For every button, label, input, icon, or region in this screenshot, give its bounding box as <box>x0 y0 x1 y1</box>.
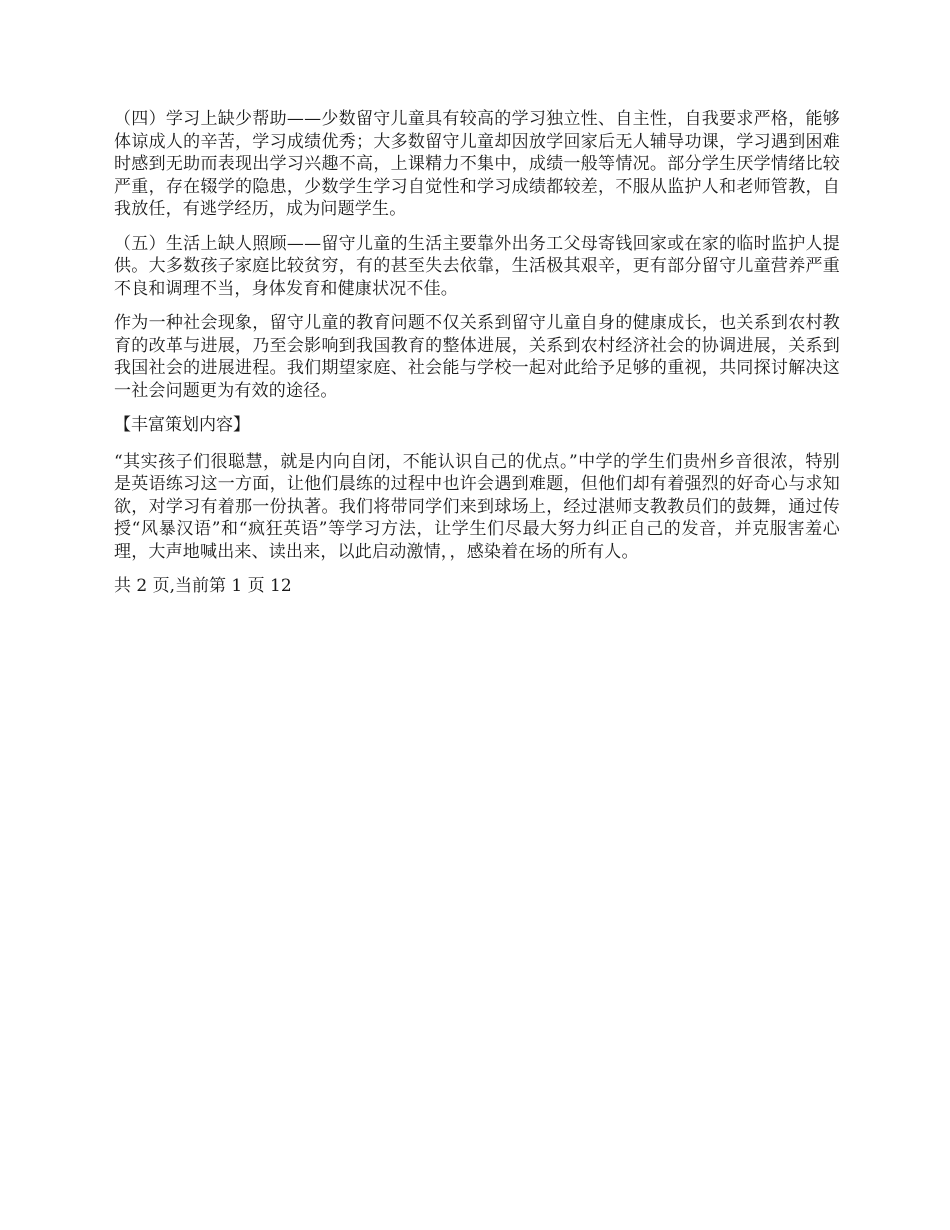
paragraph-closing: “其实孩子们很聪慧，就是内向自闭，不能认识自己的优点。”中学的学生们贵州乡音很浓，特别是英语练习这一方面，让他们晨练的过程中也许会遇到难题，但他们却有着强烈的好奇心与求知欲，对学习有着那一份执著。我们将带同学们来到球场上，经过湛师支教教员们的鼓舞，通过传授“风暴汉语”和“疯狂英语”等学习方法，让学生们尽最大努力纠正自己的发音，并克服害羞心理，大声地喊出来、读出来，以此启动激情，，感染着在场的所有人。 <box>114 451 840 562</box>
paragraph-life-care: （五）生活上缺人照顾——留守儿童的生活主要靠外出务工父母寄钱回家或在家的临时监护人提供。大多数孩子家庭比较贫穷，有的甚至失去依靠，生活极其艰辛，更有部分留守儿童营养严重不良和调理不当，身体发育和健康状况不佳。 <box>114 233 840 299</box>
section-heading: 【丰富策划内容】 <box>114 415 250 435</box>
document-body <box>114 108 840 598</box>
page-footer: 共 2 页,当前第 1 页 12 <box>114 576 292 596</box>
paragraph-social-phenomenon: 作为一种社会现象，留守儿童的教育问题不仅关系到留守儿童自身的健康成长，也关系到农村教育的改革与进展，乃至会影响到我国教育的整体进展，关系到农村经济社会的协调进展，关系到我国社会的进展进程。我们期望家庭、社会能与学校一起对此给予足够的重视，共同探讨解决这一社会问题更为有效的途径。 <box>114 313 840 401</box>
paragraph-learning-help: （四）学习上缺少帮助——少数留守儿童具有较高的学习独立性、自主性，自我要求严格，能够体谅成人的辛苦，学习成绩优秀；大多数留守儿童却因放学回家后无人辅导功课，学习遇到困难时感到无助而表现出学习兴趣不高，上课精力不集中，成绩一般等情况。部分学生厌学情绪比较严重，存在辍学的隐患，少数学生学习自觉性和学习成绩都较差，不服从监护人和老师管教，自我放任，有逃学经历，成为问题学生。 <box>114 109 840 219</box>
